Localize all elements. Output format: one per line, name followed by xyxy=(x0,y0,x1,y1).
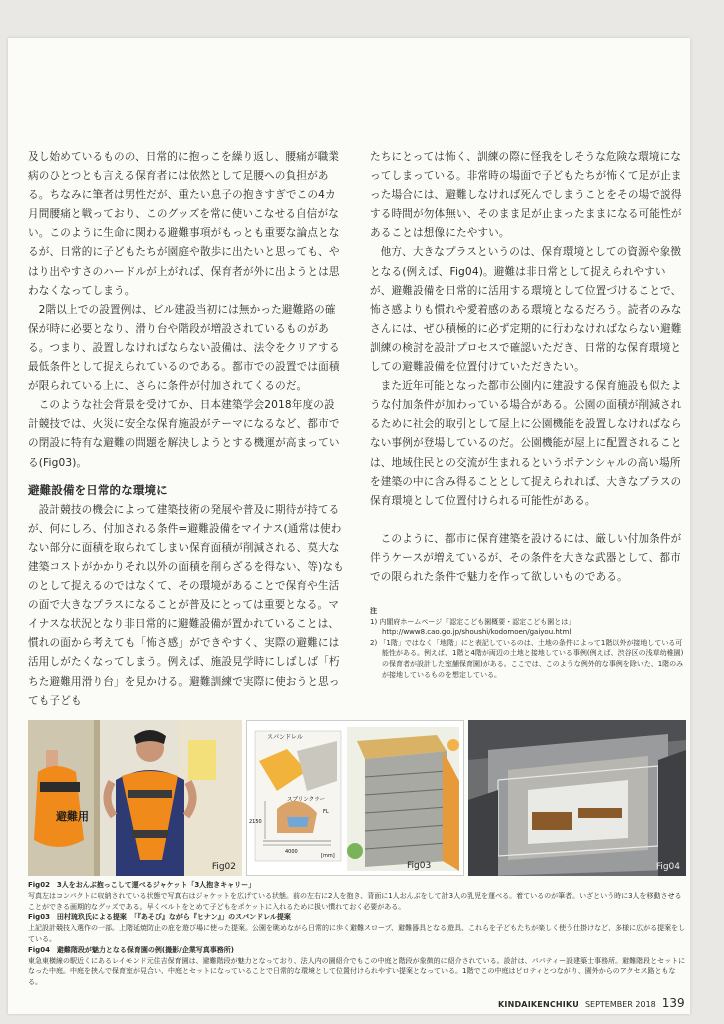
spandrel-label: スパンドレル xyxy=(267,734,303,741)
dim-label: 4000 xyxy=(285,849,298,855)
paragraph: 設計競技の機会によって建築技術の発展や普及に期待が持てるが、何にしろ、付加される条件=避難設備をマイナス(通常は使わない部分に面積を取られてしまい保育面積が削減される、莫大な建築コストがかかりそれ以外の面積を削らざるを得ない、等)なものとして捉えるのではなくて、その環境があることで保育や生活の面で大きなプラスになることが普及にとっては重要となる。マイナスな状況となり非日常的に避難設備が置かれていることは、慣れの面から考えても「怖さ感」ができやすく、実際の避難には活用しがたくなってしまう。例えば、施設見学時にしばしば「朽ちた避難用滑り台」を見かける。避難訓練で実際に使おうと思っても子ども xyxy=(28,503,344,707)
paragraph: たちにとっては怖く、訓練の際に怪我をしそうな危険な環境になってしまっている。非常時の場面で子どもたちが怖くて足が止まった場合には、避難しなければ死んでしまうことをその場で説得する時間が勿体無い、そのまま足が止まったままになる可能性があることは想像にたやすい。 xyxy=(370,151,682,240)
note-item: 1) 内閣府ホームページ「認定こども園概要・認定こども園とは」 xyxy=(370,617,576,626)
fig02-photo xyxy=(28,720,242,876)
caption-text: 上記設計競技入選作の一部。上階延焼防止の庇を遊び場に使った提案。公園を眺めながら日常的に歩く避難スロープ、避難器具となる遊具、これらを子どもたちが楽しく使う仕掛けなど、多様に広がる提案をしている。 xyxy=(28,924,686,943)
caption-title: Fig02 3人をおんぶ抱っこして運べるジャケット「3人抱きキャリー」 xyxy=(28,881,256,889)
paragraph: 2階以上での設置例は、ビル建設当初には無かった避難路の確保が時に必要となり、滑り台や階段が増設されているものがある。つまり、設置しなければならない設備は、法令をクリアする最低条件として捉えられているのである。都市での設置では面積が限られている上に、さらに条件が付加されてくるのだ。 xyxy=(28,303,340,393)
paragraph: 及し始めているものの、日常的に抱っこを繰り返し、腰痛が職業病のひとつとも言える保育者には依然として足腰への負担がある。ちなみに筆者は男性だが、重たい息子の抱きすぎでこの4カ月間腰痛と戦っており、このグッズを常に使いこなせる自信がない。このように生命に関わる避難事項がもっとも重要な論点となるが、日常的に子どもたちが園庭や散歩に出たいと思っても、やはり出やすさのハードルが上がれば、保育者が外に出ようとは思わなくなってしまう。 xyxy=(28,151,340,297)
dim-label: 2150 xyxy=(249,819,262,825)
paragraph: このような社会背景を受けてか、日本建築学会2018年度の設計競技では、火災に安全な保育施設がテーマになるなど、都市での閉設に特有な避難の問題を解決しようとする機運が高まっている(Fig03)。 xyxy=(28,399,340,469)
notes-title: 注 xyxy=(370,607,377,615)
caption-title: Fig04 避難階段が魅力となる保育園の例(撮影/企業写真事務所) xyxy=(28,945,234,954)
magazine-name: KINDAIKENCHIKU xyxy=(498,1000,579,1009)
section-heading: 避難設備を日常的な環境に xyxy=(28,482,168,497)
paragraph: 他方、大きなプラスというのは、保育環境としての資源や象徴となる(例えば、Fig04)。避難は非日常として捉えられやすいが、避難設備を日常的に活用する環境として位置づけることで、怖さ感よりも慣れや愛着感のある環境となるだろう。読者のみなさんには、ぜひ積極的に必ず定期的に行わなければならない避難訓練の検討を設計プロセスで確認いただき、日常的な保育環境としての避難設備を位置付けていただきたい。 xyxy=(370,246,682,374)
fl-label: FL xyxy=(323,809,329,815)
bag-label: 避難用 xyxy=(56,810,89,823)
note-url: http://www8.cao.go.jp/shoushi/kodomoen/gaiyou.html xyxy=(382,628,572,637)
figure-captions xyxy=(28,880,688,988)
page-footer xyxy=(498,996,685,1010)
fig03-label: Fig03 xyxy=(407,861,432,871)
footnotes xyxy=(370,606,686,680)
fig04-photo xyxy=(468,720,686,876)
paragraph: また近年可能となった都市公園内に建設する保育施設も似たような付加条件が加わっている場合がある。公園の面積が削減されるために社会的取引として屋上に公園機能を設置しなければならない事例が登場しているのだ。公園機能が屋上に配置されることは、地域住民との交流が生まれるというポテンシャルの高い場所を建築の中に含み得ることとして捉えられれば、大きなプラスの保育環境として位置付けられる可能性がある。 xyxy=(370,380,682,507)
sprinkler-label: スプリンクラー xyxy=(287,797,326,803)
note-item: 2) 「1階」ではなく「地階」にと表記しているのは、土地の条件によって1階以外が接地している可能性がある。例えば、1階と4階が両辺の土地と接地している事例(例えば、渋谷区の浅草幼稚園)の保育者が設計した室舗保育園)がある。ここでは、このような例外的な事例を除いた、1階のみが接地しているものを想定している。 xyxy=(370,638,684,679)
caption-title: Fig03 田村琉玖氏による提案 「『あそび』ながら『ヒナン』」のスパンドレル提案 xyxy=(28,913,291,922)
unit-label: [mm] xyxy=(321,853,335,859)
text-column-left xyxy=(28,148,344,711)
text-column-right xyxy=(370,148,686,587)
caption-text: 東急東横線の駅近くにあるレイモンド元住吉保育園は、避難階段が魅力となっており、法人内の園紹介でもこの中庭と階段が象徴的に紹介されている。設計は、パパティー設建築士事務所。避難階段とセットになった中庭。中庭を挟んで保育室が見合い、中庭とセットになっていることで日常的な環境として位置付けられやすい提案となっている。1階でこの中庭はピロティとつながり、園外からのアクセス路ともなる。 xyxy=(28,956,686,987)
fig02-label: Fig02 xyxy=(211,862,236,872)
page-number: 139 xyxy=(661,996,685,1010)
fig03-diagram xyxy=(246,720,464,876)
fig04-label: Fig04 xyxy=(655,862,680,872)
issue-date: SEPTEMBER 2018 xyxy=(584,1000,656,1009)
caption-text: 写真左はコンパクトに収納されている状態で写真右はジャケットを広げている状態。前の左右に2人を抱き、背面に1人おんぶをして計3人の乳児を運べる。着ているのが筆者。いざという時に3人を移動させることができる画期的なグッズである。早くベルトをとめて子どもをポケットに入れるために扱い慣れておく必要がある。 xyxy=(28,891,682,911)
paragraph: このように、都市に保育建築を設けるには、厳しい付加条件が伴うケースが増えているが、その条件を大きな武器として、都市での限られた条件で魅力を作って欲しいものである。 xyxy=(370,532,682,583)
